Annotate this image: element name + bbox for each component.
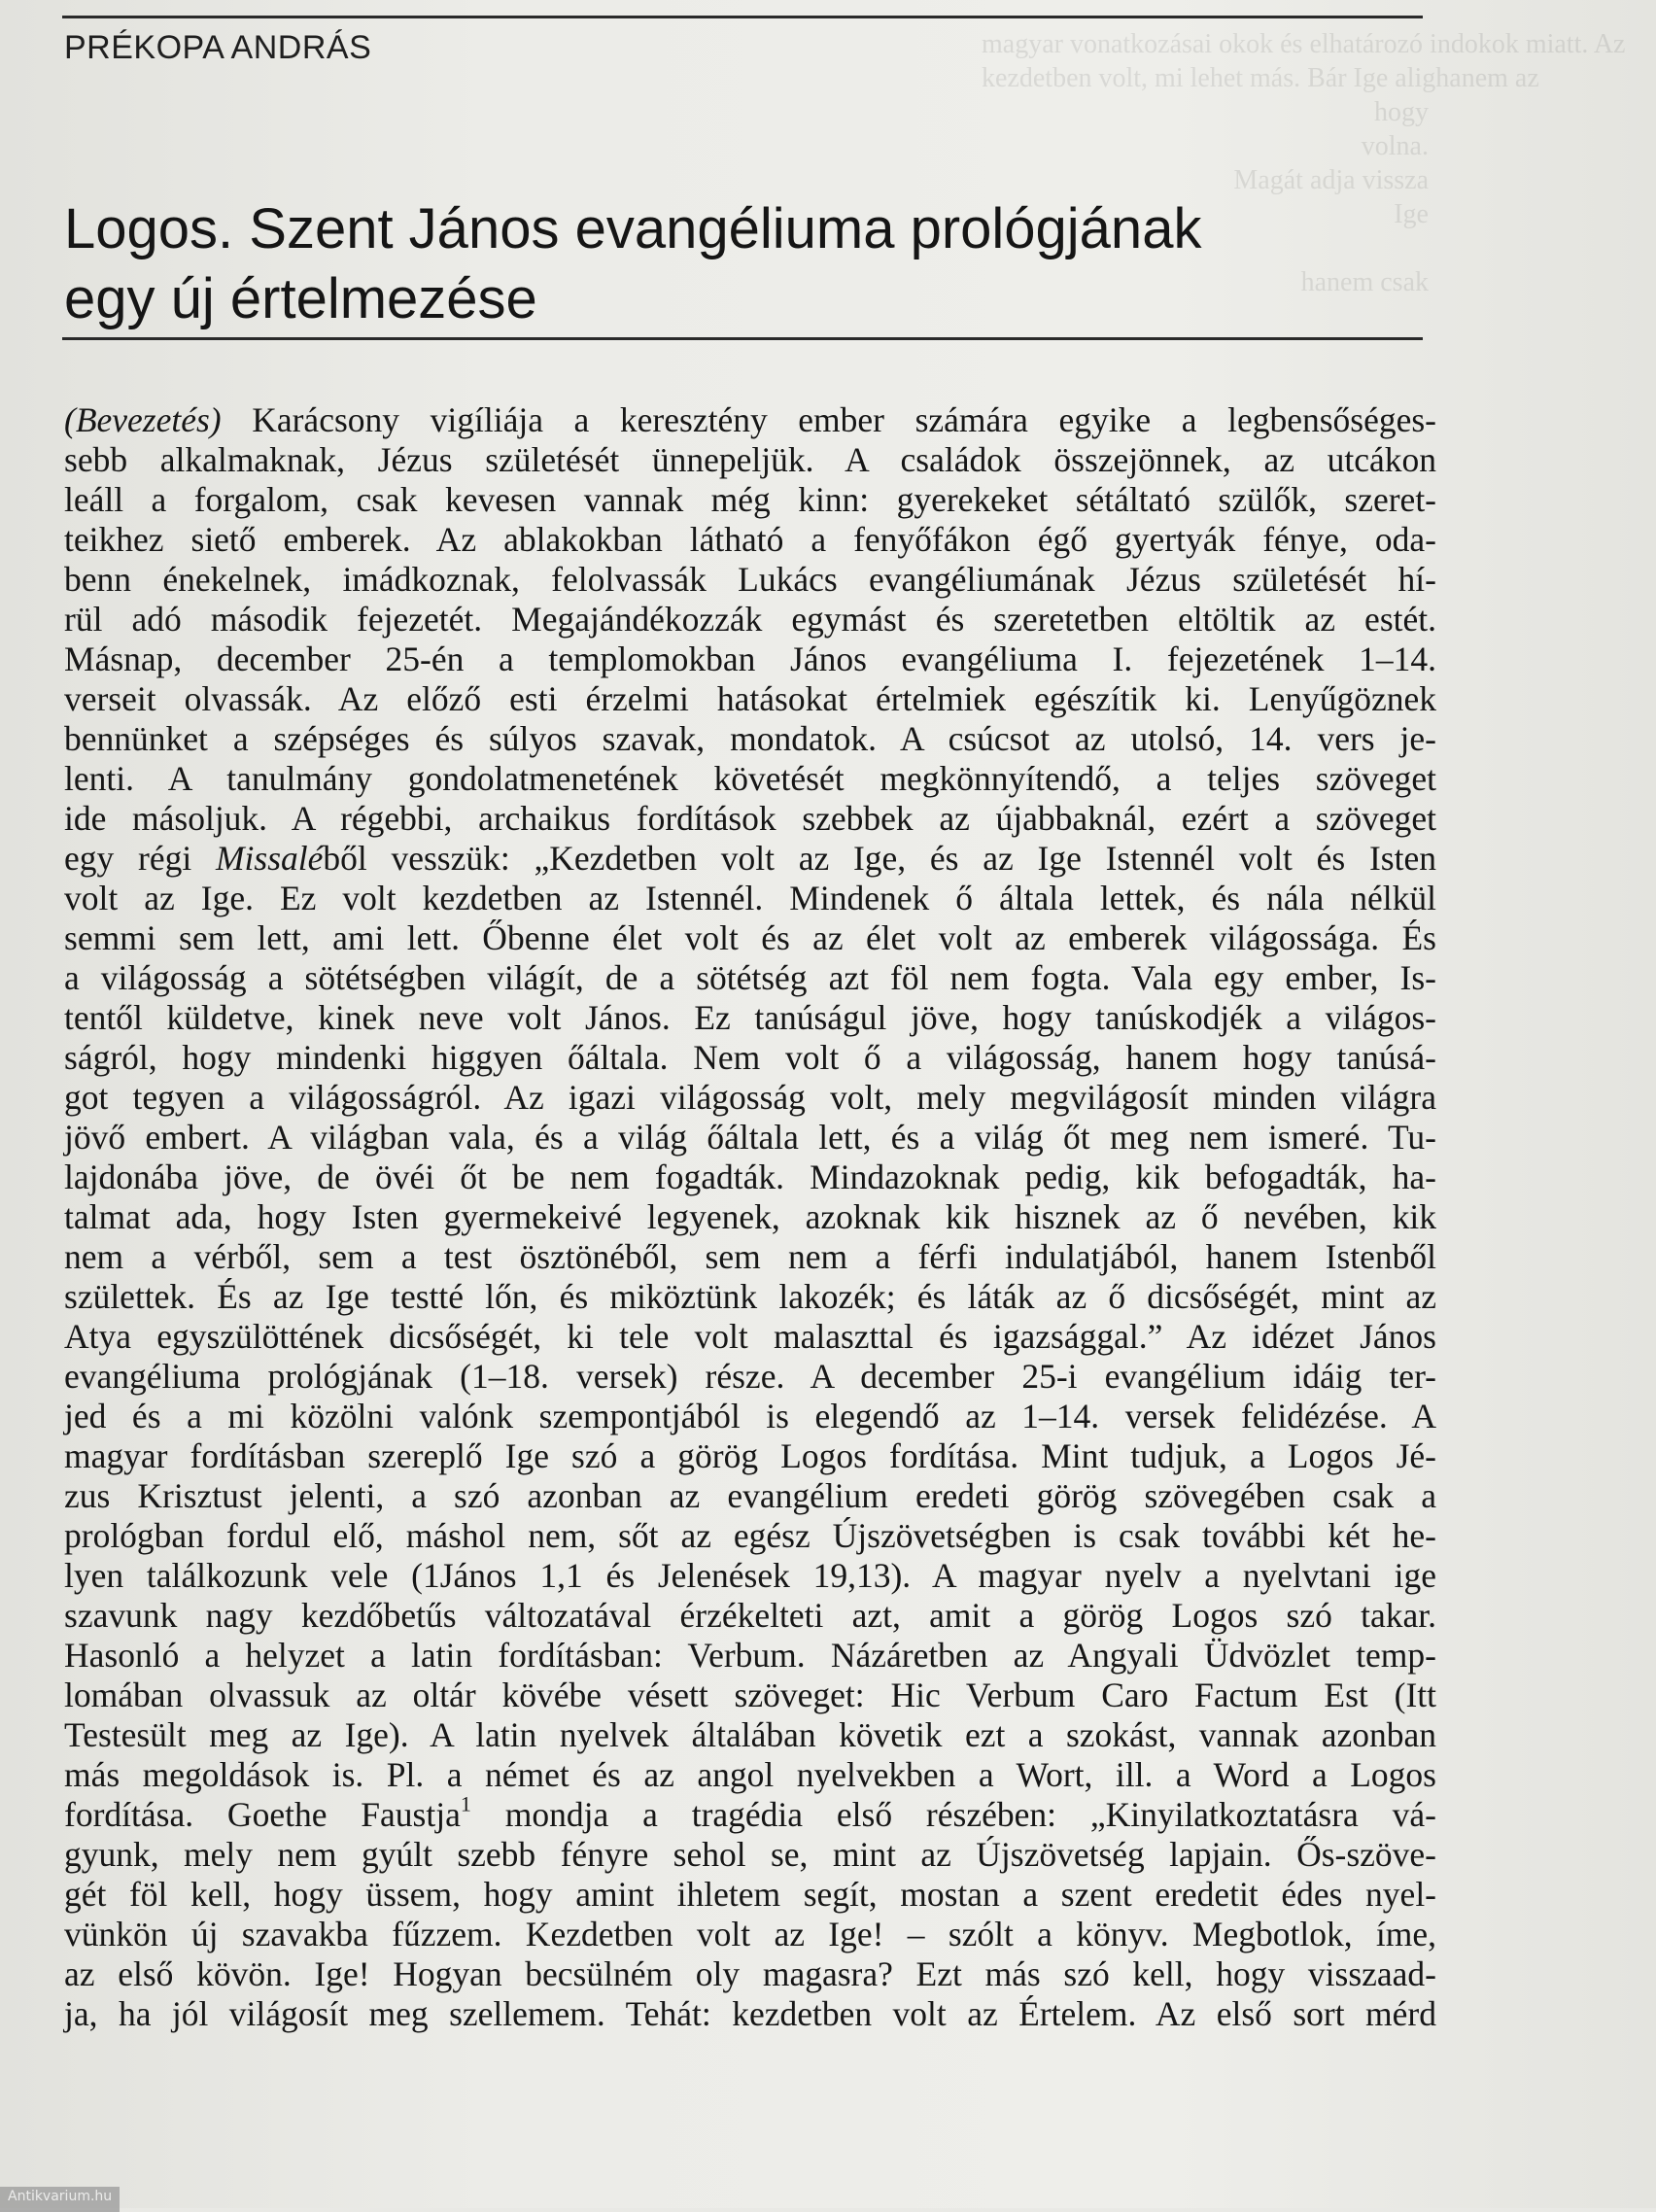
body-line: gét föl kell, hogy üssem, hogy amint ihletem segít, mostan a szent eredetit édes nyel- [64,1875,1436,1914]
body-line: Másnap, december 25-én a templomokban János evangéliuma I. fejezetének 1–14. [64,639,1436,678]
footnote-marker: 1 [460,1791,471,1816]
body-line: lenti. A tanulmány gondolatmenetének követését megkönnyítendő, a teljes szöveget [64,759,1436,798]
body-line: leáll a forgalom, csak kevesen vannak még kinn: gyerekeket sétáltató szülők, szeret- [64,480,1436,519]
body-line: evangéliuma prológjának (1–18. versek) része. A december 25-i evangélium idáig ter- [64,1357,1436,1396]
title-line-2: egy új értelmezése [64,267,537,330]
title-rule [62,337,1423,340]
body-line: vünkön új szavakba fűzzem. Kezdetben volt az Ige! – szólt a könyv. Megbotlok, íme, [64,1915,1436,1953]
body-line: Testesült meg az Ige). A latin nyelvek általában követik ezt a szokást, vannak azonban [64,1715,1436,1754]
body-line: jövő embert. A világban vala, és a világ őáltala lett, és a világ őt meg nem ismeré. Tu- [64,1118,1436,1157]
body-line: ságról, hogy mindenki higgyen őáltala. Nem volt ő a világosság, hanem hogy tanúsá- [64,1038,1436,1077]
header-rule [62,16,1423,18]
body-line: gyunk, mely nem gyúlt szebb fényre sehol se, mint az Újszövetség lapjain. Ős-szöve- [64,1835,1436,1874]
body-line: verseit olvassák. Az előző esti érzelmi hatásokat értelmiek egészítik ki. Lenyűgöznek [64,679,1436,718]
body-line: got tegyen a világosságról. Az igazi világosság volt, mely megvilágosít minden világra [64,1078,1436,1117]
missale-italic: Missalé [215,839,324,878]
site-watermark: Antikvarium.hu [0,2187,120,2212]
body-line: bennünket a szépséges és súlyos szavak, mondatok. A csúcsot az utolsó, 14. vers je- [64,719,1436,758]
running-header-author: PRÉKOPA ANDRÁS [64,29,372,66]
body-line: prológban fordul elő, máshol nem, sőt az egész Újszövetségben is csak további két he- [64,1516,1436,1555]
body-line: az első kövön. Ige! Hogyan becsülném oly magasra? Ezt más szó kell, hogy visszaad- [64,1954,1436,1993]
body-line: zus Krisztust jelenti, a szó azonban az evangélium eredeti görög szövegében csak a [64,1476,1436,1515]
body-line: szavunk nagy kezdőbetűs változatával érzékelteti azt, amit a görög Logos szó takar. [64,1596,1436,1635]
bleed-through-text: magyar vonatkozásai okok és elhatározó indokok miatt. Az kezdetben volt, mi lehet más. Bár Ige alighanem az hogy volna. Magát adja vissza Ige hanem csak [982,29,1626,297]
title-line-1: Logos. Szent János evangéliuma prológjának [64,197,1202,260]
body-line: teikhez siető emberek. Az ablakokban látható a fenyőfákon égő gyertyák fénye, oda- [64,520,1436,559]
body-line: ide másoljuk. A régebbi, archaikus fordítások szebbek az újabbaknál, ezért a szöveget [64,799,1436,838]
body-line: lajdonába jöve, de övéi őt be nem fogadták. Mindazoknak pedig, kik befogadták, ha- [64,1158,1436,1196]
body-line: magyar fordításban szereplő Ige szó a görög Logos fordítása. Mint tudjuk, a Logos Jé- [64,1436,1436,1475]
body-line: egy régi Missaléből vesszük: „Kezdetben volt az Ige, és az Ige Istennél volt és Isten [64,839,1436,878]
body-line: talmat ada, hogy Isten gyermekeivé legyenek, azoknak kik hisznek az ő nevében, kik [64,1197,1436,1236]
article-body [64,400,1436,2034]
body-line: Atya egyszülöttének dicsőségét, ki tele volt malaszttal és igazsággal.” Az idézet János [64,1317,1436,1356]
body-line: Hasonló a helyzet a latin fordításban: Verbum. Názáretben az Angyali Üdvözlet temp- [64,1636,1436,1675]
body-line: más megoldások is. Pl. a német és az angol nyelvekben a Wort, ill. a Word a Logos [64,1755,1436,1794]
body-line: lomában olvassuk az oltár kövébe vésett szöveget: Hic Verbum Caro Factum Est (Itt [64,1676,1436,1714]
body-line: a világosság a sötétségben világít, de a sötétség azt föl nem fogta. Vala egy ember, Is- [64,958,1436,997]
article-title [64,194,1425,334]
body-line: (Bevezetés) Karácsony vigíliája a keresztény ember számára egyike a legbensőséges- [64,400,1436,439]
body-line: tentől küldetve, kinek neve volt János. Ez tanúságul jöve, hogy tanúskodjék a világos- [64,998,1436,1037]
body-line: jed és a mi közölni valónk szempontjából is elegendő az 1–14. versek felidézése. A [64,1397,1436,1435]
body-line: rül adó második fejezetét. Megajándékozzák egymást és szeretetben eltöltik az estét. [64,600,1436,639]
body-line: benn énekelnek, imádkoznak, felolvassák Lukács evangéliumának Jézus születését hí- [64,560,1436,599]
body-line: lyen találkozunk vele (1János 1,1 és Jelenések 19,13). A magyar nyelv a nyelvtani ige [64,1556,1436,1595]
body-line: ja, ha jól világosít meg szellemem. Tehát: kezdetben volt az Értelem. Az első sort mérd [64,1994,1436,2033]
body-line: volt az Ige. Ez volt kezdetben az Istennél. Mindenek ő általa lettek, és nála nélkül [64,879,1436,917]
body-line: születtek. És az Ige testté lőn, és miköztünk lakozék; és láták az ő dicsőségét, mint az [64,1277,1436,1316]
intro-label: (Bevezetés) [64,400,222,439]
body-line: nem a vérből, sem a test ösztönéből, sem nem a férfi indulatjából, hanem Istenből [64,1237,1436,1276]
body-line: fordítása. Goethe Faustja$^1$ mondja a tragédia első részében: „Kinyilatkoztatásra vá- [64,1791,1437,1834]
body-line: semmi sem lett, ami lett. Őbenne élet volt és az élet volt az emberek világossága. És [64,918,1436,957]
body-line: sebb alkalmaknak, Jézus születését ünnepeljük. A családok összejönnek, az utcákon [64,440,1436,479]
